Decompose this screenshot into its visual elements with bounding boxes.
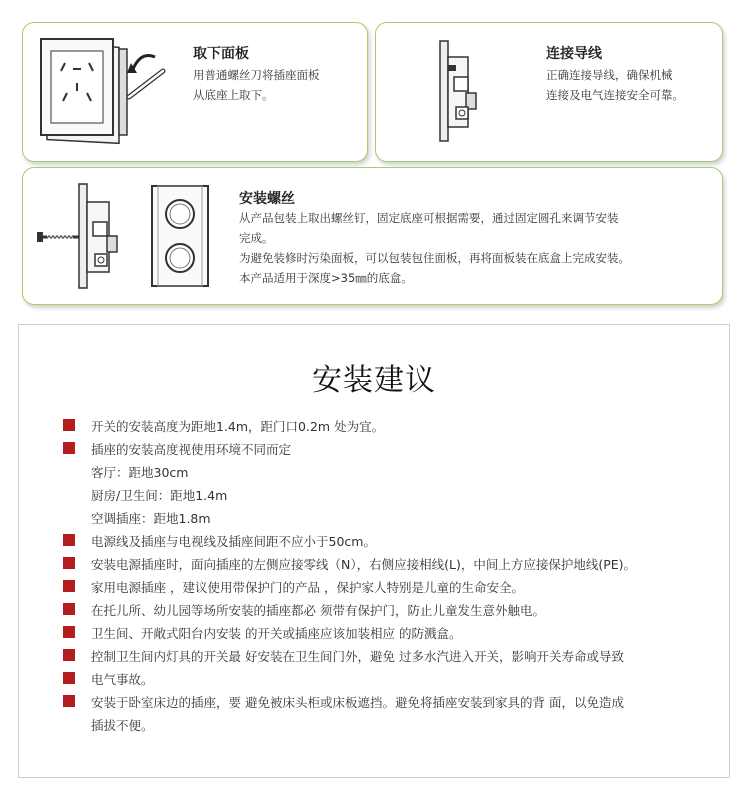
card-install-screws xyxy=(22,167,723,305)
list-item-text: 卫生间、开敞式阳台内安装 的开关或插座应该加装相应 的防溅盒。 xyxy=(91,626,462,641)
bullet-square-icon xyxy=(63,603,75,615)
list-item-text: 客厅：距地30cm xyxy=(91,465,189,480)
card-remove-panel xyxy=(22,22,368,162)
page-title: 安装建议 xyxy=(312,363,436,398)
card-title: 连接导线 xyxy=(546,46,602,62)
list-item-text: 在托儿所、幼儿园等场所安装的插座都必 须带有保护门，防止儿童发生意外触电。 xyxy=(91,603,545,618)
text-line: 从产品包装上取出螺丝钉，固定底座可根据需要，通过固定圆孔来调节安装 xyxy=(239,211,619,225)
list-item-text: 插拔不便。 xyxy=(91,718,154,733)
list-item xyxy=(63,438,703,530)
bullet-square-icon xyxy=(63,534,75,546)
panel-removal-illustration xyxy=(37,33,187,151)
card-title: 安装螺丝 xyxy=(239,191,295,207)
list-item-text: 空调插座：距地1.8m xyxy=(91,511,211,526)
text-line: 为避免装修时污染面板，可以包装包住面板，再将面板装在底盒上完成安装。 xyxy=(239,251,630,265)
bullet-square-icon xyxy=(63,557,75,569)
list-item-text: 安装电源插座时，面向插座的左侧应接零线（N），右侧应接相线(L)，中间上方应接保护地线(PE)。 xyxy=(91,557,637,572)
text-line: 连接及电气连接安全可靠。 xyxy=(546,88,684,102)
list-item xyxy=(63,553,703,576)
advice-list xyxy=(63,415,703,737)
list-item xyxy=(63,668,703,691)
text-line: 正确连接导线，确保机械 xyxy=(546,68,673,82)
wiring-illustration xyxy=(436,37,496,149)
text-line: 从底座上取下。 xyxy=(193,88,274,102)
bullet-square-icon xyxy=(63,695,75,707)
screw-install-illustration xyxy=(33,180,138,292)
text-line: 本产品适用于深度>35㎜的底盒。 xyxy=(239,271,413,285)
list-item-text: 电气事故。 xyxy=(91,672,154,687)
card-title: 取下面板 xyxy=(193,46,249,62)
bullet-square-icon xyxy=(63,626,75,638)
list-item-text: 厨房/卫生间：距地1.4m xyxy=(91,488,228,503)
list-item-text: 控制卫生间内灯具的开关最 好安装在卫生间门外，避免 过多水汽进入开关，影响开关寿命或导致 xyxy=(91,649,624,664)
card-connect-wires xyxy=(375,22,723,162)
list-item xyxy=(63,645,703,668)
list-item xyxy=(63,691,703,737)
text-line: 完成。 xyxy=(239,231,274,245)
list-item xyxy=(63,576,703,599)
bullet-square-icon xyxy=(63,580,75,592)
list-item-text: 插座的安装高度视使用环境不同而定 xyxy=(91,442,292,457)
bullet-square-icon xyxy=(63,442,75,454)
list-item-text: 家用电源插座 ，建议使用带保护门的产品 ，保护家人特别是儿童的生命安全。 xyxy=(91,580,524,595)
card-description xyxy=(239,208,719,288)
card-description xyxy=(193,65,320,105)
list-item-text: 电源线及插座与电视线及插座间距不应小于50cm。 xyxy=(91,534,376,549)
installation-advice-panel xyxy=(18,324,730,778)
card-description xyxy=(546,65,684,105)
bullet-square-icon xyxy=(63,649,75,661)
list-item xyxy=(63,530,703,553)
mounting-box-illustration xyxy=(148,182,218,290)
bullet-square-icon xyxy=(63,419,75,431)
list-item-text: 安装于卧室床边的插座，要 避免被床头柜或床板遮挡。避免将插座安装到家具的背 面，以免造成 xyxy=(91,695,624,710)
list-item xyxy=(63,622,703,645)
list-item xyxy=(63,415,703,438)
list-item xyxy=(63,599,703,622)
bullet-square-icon xyxy=(63,672,75,684)
list-item-text: 开关的安装高度为距地1.4m，距门口0.2m 处为宜。 xyxy=(91,419,385,434)
text-line: 用普通螺丝刀将插座面板 xyxy=(193,68,320,82)
